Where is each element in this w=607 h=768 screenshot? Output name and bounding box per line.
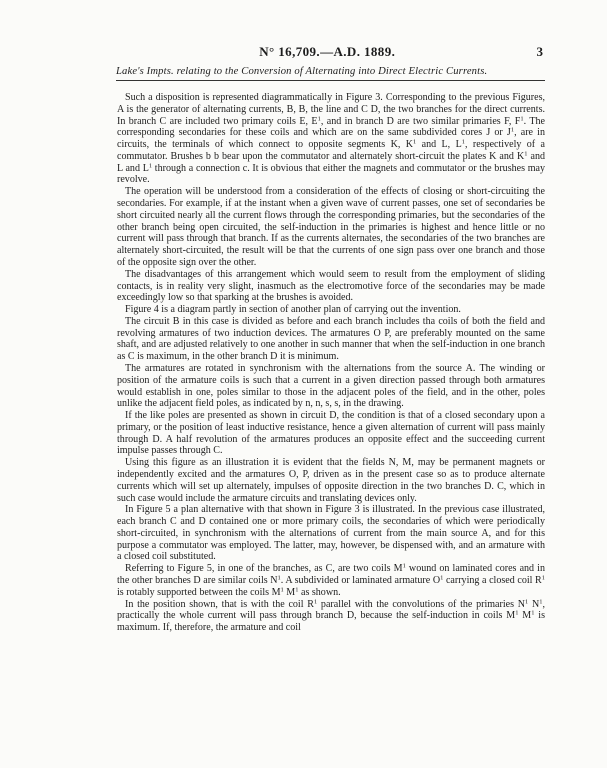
patent-number: N° 16,709.—A.D. 1889. [259, 44, 396, 59]
paragraph: The disadvantages of this arrangement which would seem to result from the employment of sliding contacts, is in reality very slight, inasmuch as the electromotive force of the secondaries may be made exceedingly low so that sparking at the brushes is avoided. [117, 268, 545, 304]
page-number: 3 [536, 44, 543, 59]
paragraph: Using this figure as an illustration it is evident that the fields N, M, may be permanent magnets or independently excited and the armatures O, P, driven as in the present case so as to produce alternate currents which will set up alternately, impulses of opposite direction in the two branches D. C, which in such case would include the armature circuits and translating devices only. [117, 457, 545, 504]
paragraph: In the position shown, that is with the coil $R^1$ parallel with the convolutions of the primaries $N^1$ $N^1$, practically the whole current will pass through branch D, because the self-induction in coils $M^1$ $M^1$ is maximum. If, therefore, the armature and coil [117, 598, 545, 634]
paragraph: The armatures are rotated in synchronism with the alternations from the source A. The winding or position of the armature coils is such that a current in a given direction passed through both armatures would establish in one, poles similar to those in the adjacent poles of the field, and in the other, poles unlike the adjacent field poles, as indicated by n, n, s, s, in the drawing. [117, 362, 545, 410]
paragraph: Figure 4 is a diagram partly in section of another plan of carrying out the invention. [125, 304, 461, 316]
paragraph: Referring to Figure 5, in one of the branches, as C, are two coils $M^1$ wound on laminated cores and in the other branches D are similar coils $N^1$. A subdivided or laminated armature $O^1$ carrying a closed coil $R^1$ is rotably supported between the coils $M^1$ $M^1$ as shown. [117, 562, 545, 598]
paragraph: Such a disposition is represented diagrammatically in Figure 3. Corresponding to the previous Figures, A is the generator of alternating currents, B, B, the line and C D, the two branches for the direct currents. In branch C are included two primary coils E, $E^1$, and in branch D are two similar primaries F, $F^1$. The corresponding secondaries for these coils and which are on the same subdivided cores J or $J^1$, are in circuits, the terminals of which connect to opposite segments K, $K^1$ and L, $L^1$, respectively of a commutator. Brushes b b bear upon the commutator and alternately short-circuit the plates K and $K^1$ and L and $L^1$ through a connection c. It is obvious that either the magnets and commutator or the brushes may revolve. [117, 92, 546, 186]
body-text [117, 92, 545, 634]
page-header [118, 44, 543, 60]
running-head: Lake's Impts. relating to the Conversion of Alternating into Direct Electric Currents. [116, 66, 545, 81]
paragraph: If the like poles are presented as shown in circuit D, the condition is that of a closed secondary upon a primary, or the position of least inductive resistance, hence a given alternation of current will pass mainly through D. A half revolution of the armatures produces an opposite effect and the succeeding current impulse passes through C. [117, 410, 545, 457]
paragraph: The operation will be understood from a consideration of the effects of closing or short-circuiting the secondaries. For example, if at the instant when a given wave of current passes, one set of secondaries be short circuited nearly all the current flows through the corresponding primaries, but the secondaries of the other branch being open circuited, the self-induction in the primaries is highest and hence little or no current will pass through that branch. If as the currents alternates, the secondaries of the two branches are alternately short-circuited, the result will be that the currents of one sign pass over one branch and those of the opposite sign over the other. [117, 186, 545, 268]
paragraph: The circuit B in this case is divided as before and each branch includes tha coils of both the field and revolving armatures of two induction devices. The armatures O P, are preferably mounted on the same shaft, and are adjusted relatively to one another in such manner that when the self-induction in one branch as C is maximum, in the other branch D it is minimum. [117, 315, 545, 363]
paragraph: In Figure 5 a plan alternative with that shown in Figure 3 is illustrated. In the previous case illustrated, each branch C and D contained one or more primary coils, the secondaries of which were periodically short-circuited, in synchronism with the alternations of current from the main source A, and for this purpose a commutator was employed. The latter, may, however, be dispensed with, and an armature with a closed coil substituted. [117, 504, 545, 563]
